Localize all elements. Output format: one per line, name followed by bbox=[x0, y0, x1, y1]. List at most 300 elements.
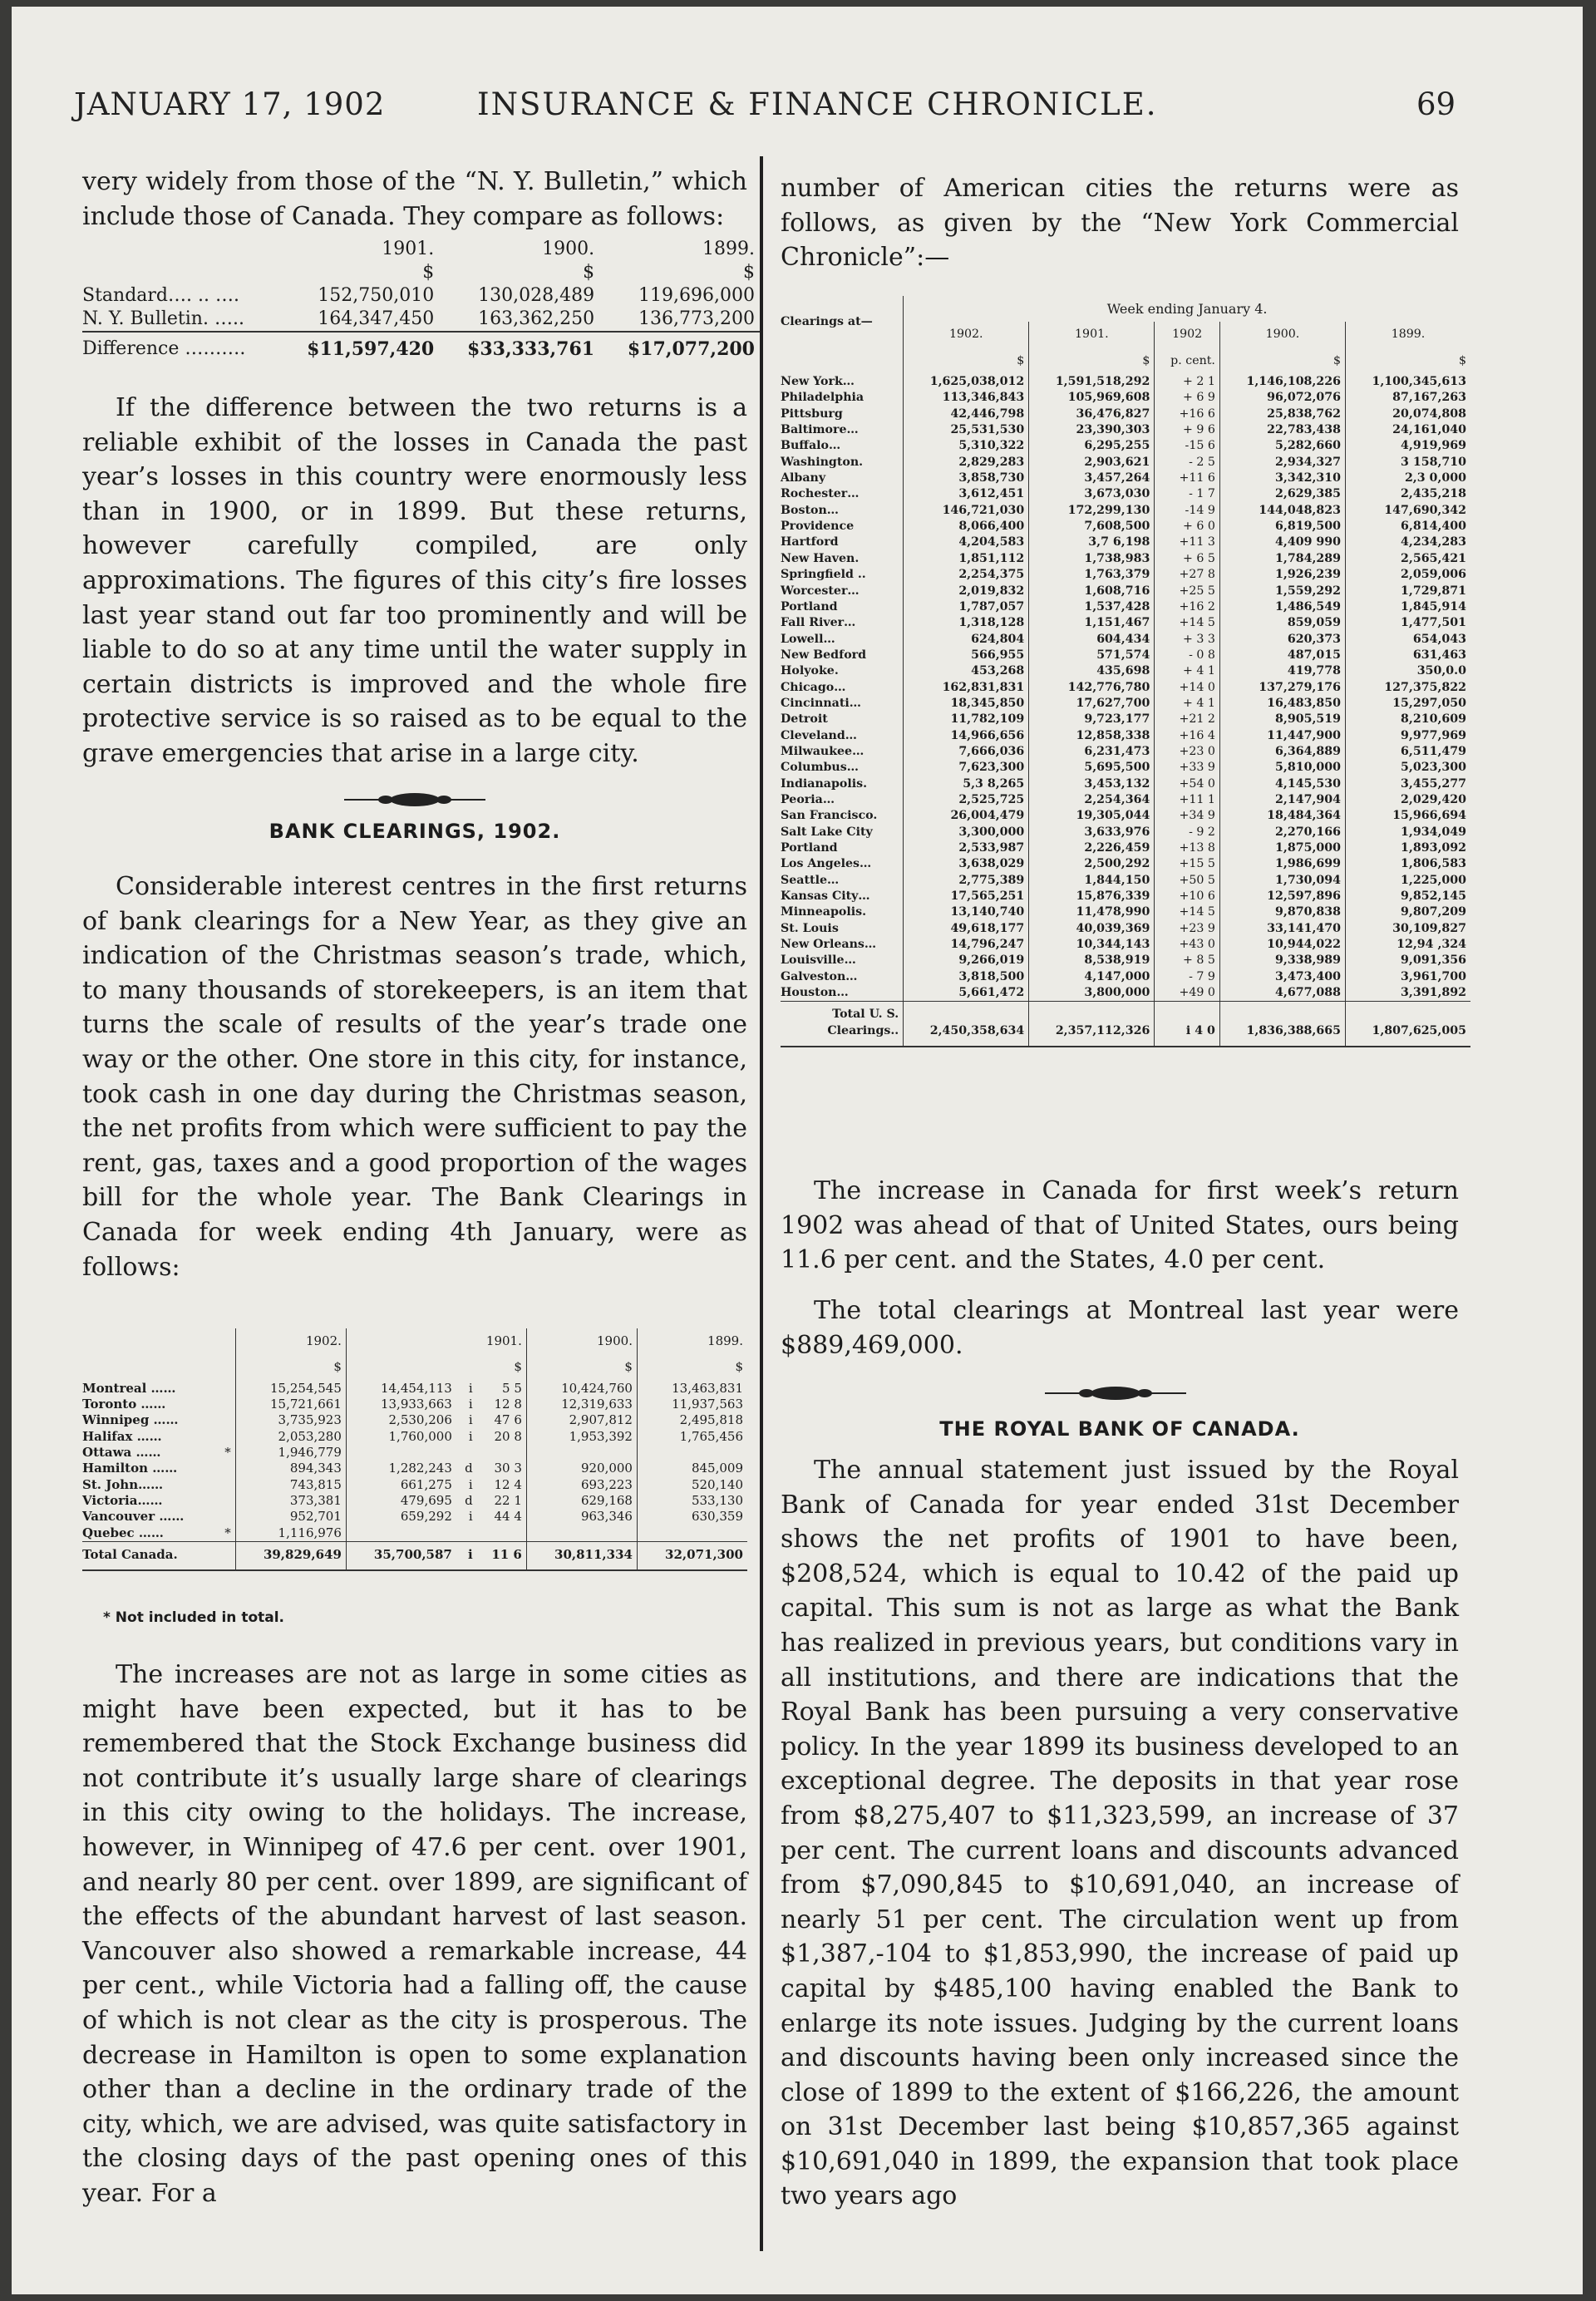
value-cell: 39,829,649 bbox=[235, 1542, 346, 1571]
difference-row bbox=[82, 332, 760, 361]
value-cell: 2,029,420 bbox=[1346, 792, 1471, 808]
change-direction: i bbox=[468, 1509, 473, 1525]
change-percent: + 6 9 bbox=[1155, 390, 1220, 406]
table-row bbox=[781, 744, 1470, 760]
us-clearings-table bbox=[781, 296, 1470, 1047]
city-label: Fall River… bbox=[781, 616, 856, 630]
table-row bbox=[781, 776, 1470, 792]
city-label: Cincinnati… bbox=[781, 696, 861, 710]
value-cell: 629,168 bbox=[526, 1493, 637, 1509]
value-cell: 10,344,143 bbox=[1029, 937, 1155, 953]
value-cell: 2,059,006 bbox=[1346, 567, 1471, 583]
value-cell: 2,530,206 bbox=[346, 1412, 456, 1428]
city-label: New Haven. bbox=[781, 551, 860, 565]
value-cell: 6,231,473 bbox=[1029, 744, 1155, 760]
change-percent: +15 5 bbox=[1155, 856, 1220, 872]
change-percent: -15 6 bbox=[1155, 438, 1220, 454]
excluded-mark bbox=[216, 1477, 235, 1493]
value-cell: 453,268 bbox=[904, 663, 1029, 679]
city-label: Kansas City… bbox=[781, 889, 870, 904]
table-row bbox=[781, 374, 1470, 390]
value-cell: 16,483,850 bbox=[1219, 696, 1345, 712]
change-percent bbox=[477, 1445, 527, 1461]
city-label: Providence bbox=[781, 520, 855, 534]
value-cell: 17,565,251 bbox=[904, 889, 1029, 904]
value-cell: 15,254,545 bbox=[235, 1381, 346, 1397]
value-cell: 2,629,385 bbox=[1219, 486, 1345, 502]
value-cell: 3,453,132 bbox=[1029, 776, 1155, 792]
value-cell: 3,455,277 bbox=[1346, 776, 1471, 792]
section-ornament bbox=[1045, 1384, 1186, 1402]
unit-label: $ bbox=[346, 1354, 526, 1380]
value-cell bbox=[346, 1445, 456, 1461]
value-cell: 3,858,730 bbox=[904, 471, 1029, 486]
city-label: Philadelphia bbox=[781, 391, 864, 405]
change-percent: +23 9 bbox=[1155, 921, 1220, 937]
value-cell: 1,146,108,226 bbox=[1219, 374, 1345, 390]
value-cell: 4,919,969 bbox=[1346, 438, 1471, 454]
value-cell: 4,409 990 bbox=[1219, 535, 1345, 550]
value-cell: 1,591,518,292 bbox=[1029, 374, 1155, 390]
table-row bbox=[781, 937, 1470, 953]
table-row bbox=[781, 953, 1470, 968]
year-header: 1900. bbox=[542, 239, 595, 259]
value-cell: 8,210,609 bbox=[1346, 712, 1471, 727]
unit-label: $ bbox=[1029, 348, 1155, 374]
value-cell: 164,347,450 bbox=[318, 308, 435, 329]
left-paragraph-1: very widely from those of the “N. Y. Bulletin,” which include those of Canada. They compare as follows: bbox=[82, 167, 747, 231]
value-cell: 15,876,339 bbox=[1029, 889, 1155, 904]
change-percent: +13 8 bbox=[1155, 840, 1220, 856]
city-label: San Francisco. bbox=[781, 809, 878, 823]
city-label: Salt Lake City bbox=[781, 825, 873, 839]
table-row bbox=[781, 840, 1470, 856]
table-row bbox=[82, 1493, 747, 1509]
city-label: Quebec …… bbox=[82, 1525, 164, 1540]
value-cell: 19,305,044 bbox=[1029, 808, 1155, 824]
change-percent: +16 2 bbox=[1155, 599, 1220, 615]
value-cell bbox=[637, 1525, 747, 1542]
table-row bbox=[781, 455, 1470, 471]
table-row bbox=[781, 599, 1470, 615]
year-header: 1902. bbox=[904, 322, 1029, 347]
value-cell: 630,359 bbox=[637, 1509, 747, 1525]
table-row bbox=[781, 904, 1470, 920]
value-cell: 350,0.0 bbox=[1346, 663, 1471, 679]
value-cell: 7,623,300 bbox=[904, 760, 1029, 776]
value-cell: 3,300,000 bbox=[904, 825, 1029, 840]
value-cell: 144,048,823 bbox=[1219, 503, 1345, 519]
row-label: Standard…. .. …. bbox=[82, 285, 239, 306]
value-cell: 6,814,400 bbox=[1346, 519, 1471, 535]
value-cell: 18,345,850 bbox=[904, 696, 1029, 712]
city-label: Lowell… bbox=[781, 632, 835, 646]
value-cell: $11,597,420 bbox=[278, 332, 439, 361]
value-cell: 23,390,303 bbox=[1029, 422, 1155, 438]
publication-title: INSURANCE & FINANCE CHRONICLE. bbox=[477, 86, 1158, 122]
value-cell: 9,266,019 bbox=[904, 953, 1029, 968]
value-cell: 1,100,345,613 bbox=[1346, 374, 1471, 390]
value-cell: 894,343 bbox=[235, 1461, 346, 1476]
change-percent: +11 1 bbox=[1155, 792, 1220, 808]
value-cell: 7,608,500 bbox=[1029, 519, 1155, 535]
value-cell: 1,851,112 bbox=[904, 551, 1029, 567]
value-cell: 147,690,342 bbox=[1346, 503, 1471, 519]
value-cell: 9,852,145 bbox=[1346, 889, 1471, 904]
value-cell: 624,804 bbox=[904, 632, 1029, 648]
year-header: 1902 bbox=[1155, 322, 1220, 347]
unit-label: $ bbox=[1219, 348, 1345, 374]
value-cell: 1,625,038,012 bbox=[904, 374, 1029, 390]
change-percent: +43 0 bbox=[1155, 937, 1220, 953]
city-label: Washington. bbox=[781, 455, 864, 469]
value-cell: 15,721,661 bbox=[235, 1397, 346, 1412]
value-cell: 13,933,663 bbox=[346, 1397, 456, 1412]
unit-label: p. cent. bbox=[1155, 348, 1220, 374]
newspaper-page bbox=[12, 7, 1583, 2294]
table-row bbox=[781, 728, 1470, 744]
city-label: Hartford bbox=[781, 535, 839, 549]
table-row bbox=[781, 390, 1470, 406]
year-header: 1899. bbox=[637, 1328, 747, 1354]
value-cell: 9,091,356 bbox=[1346, 953, 1471, 968]
year-header: 1901. bbox=[346, 1328, 526, 1354]
value-cell: 4,145,530 bbox=[1219, 776, 1345, 792]
column-divider bbox=[760, 156, 763, 2251]
value-cell: 5,023,300 bbox=[1346, 760, 1471, 776]
comparison-unit-row bbox=[82, 261, 760, 284]
value-cell: 26,004,479 bbox=[904, 808, 1029, 824]
table-row bbox=[781, 406, 1470, 422]
left-paragraph-2: If the difference between the two returns is a reliable exhibit of the losses in Canada the past year’s losses in this country were enormously less than in 1900, or in 1899. But these returns, however carefully compiled, are only approximations. The figures of this city’s fire losses last year stand out far too prominently and will be liable to do so at any time until the water supply in certain districts is improved and the whole fire protective service is so raised as to be equal to the grave emergencies that arise in a large city. bbox=[82, 393, 747, 768]
value-cell bbox=[637, 1445, 747, 1461]
total-row bbox=[781, 1002, 1470, 1047]
value-cell: 2,495,818 bbox=[637, 1412, 747, 1428]
value-cell: 3,735,923 bbox=[235, 1412, 346, 1428]
value-cell: 631,463 bbox=[1346, 648, 1471, 663]
value-cell: 2,525,725 bbox=[904, 792, 1029, 808]
row-label: Difference ………. bbox=[82, 332, 278, 361]
table-row bbox=[781, 696, 1470, 712]
unit-label: $ bbox=[235, 1354, 346, 1380]
value-cell: 1,486,549 bbox=[1219, 599, 1345, 615]
city-label: New York… bbox=[781, 375, 855, 389]
value-cell: 113,346,843 bbox=[904, 390, 1029, 406]
table-row bbox=[781, 921, 1470, 937]
change-direction: i bbox=[468, 1428, 473, 1444]
value-cell: 36,476,827 bbox=[1029, 406, 1155, 422]
excluded-mark: * bbox=[224, 1445, 231, 1461]
excluded-mark bbox=[216, 1493, 235, 1509]
value-cell: 1,807,625,005 bbox=[1346, 1002, 1471, 1047]
value-cell: 2,053,280 bbox=[235, 1429, 346, 1445]
city-label: Columbus… bbox=[781, 761, 859, 775]
value-cell: 162,831,831 bbox=[904, 680, 1029, 696]
unit-label: $ bbox=[637, 1354, 747, 1380]
table-row bbox=[781, 663, 1470, 679]
year-header: 1900. bbox=[526, 1328, 637, 1354]
table-row bbox=[781, 873, 1470, 889]
change-percent: + 8 5 bbox=[1155, 953, 1220, 968]
value-cell: 49,618,177 bbox=[904, 921, 1029, 937]
table-row bbox=[781, 535, 1470, 550]
value-cell: 22,783,438 bbox=[1219, 422, 1345, 438]
city-label: Cleveland… bbox=[781, 728, 857, 742]
table-row bbox=[82, 1509, 747, 1525]
city-label: Rochester… bbox=[781, 487, 860, 501]
value-cell bbox=[526, 1525, 637, 1542]
value-cell: 8,538,919 bbox=[1029, 953, 1155, 968]
table-row bbox=[781, 471, 1470, 486]
city-label: Portland bbox=[781, 599, 838, 613]
value-cell: 1,926,239 bbox=[1219, 567, 1345, 583]
value-cell: 12,319,633 bbox=[526, 1397, 637, 1412]
city-label: Louisville… bbox=[781, 953, 856, 968]
year-header: 1901. bbox=[382, 239, 435, 259]
city-label: Pittsburg bbox=[781, 406, 843, 421]
value-cell: 2,450,358,634 bbox=[904, 1002, 1029, 1047]
change-percent: - 7 9 bbox=[1155, 969, 1220, 985]
value-cell: 963,346 bbox=[526, 1509, 637, 1525]
value-cell: 5,282,660 bbox=[1219, 438, 1345, 454]
change-percent: +16 6 bbox=[1155, 406, 1220, 422]
excluded-mark bbox=[216, 1397, 235, 1412]
year-header: 1899. bbox=[702, 239, 755, 259]
value-cell: 3,457,264 bbox=[1029, 471, 1155, 486]
value-cell: 6,511,479 bbox=[1346, 744, 1471, 760]
unit-label: $ bbox=[583, 262, 595, 283]
city-label: Minneapolis. bbox=[781, 905, 867, 919]
city-label: Albany bbox=[781, 471, 826, 485]
city-label: Worcester… bbox=[781, 584, 860, 598]
value-cell bbox=[526, 1445, 637, 1461]
value-cell: 13,463,831 bbox=[637, 1381, 747, 1397]
change-percent: - 9 2 bbox=[1155, 825, 1220, 840]
excluded-mark: * bbox=[224, 1525, 231, 1540]
city-label: Indianapolis. bbox=[781, 776, 868, 791]
table-row bbox=[781, 808, 1470, 824]
value-cell: 17,627,700 bbox=[1029, 696, 1155, 712]
value-cell: 2,829,283 bbox=[904, 455, 1029, 471]
change-direction: d bbox=[465, 1461, 473, 1476]
city-label: Portland bbox=[781, 841, 838, 855]
table-row bbox=[82, 1412, 747, 1428]
bulletin-comparison-table bbox=[82, 238, 760, 361]
change-percent: +16 4 bbox=[1155, 728, 1220, 744]
value-cell: 604,434 bbox=[1029, 632, 1155, 648]
change-percent: +11 3 bbox=[1155, 535, 1220, 550]
unit-label: $ bbox=[422, 262, 435, 283]
value-cell: 87,167,263 bbox=[1346, 390, 1471, 406]
value-cell: 1,116,976 bbox=[235, 1525, 346, 1542]
value-cell: 3,633,976 bbox=[1029, 825, 1155, 840]
change-percent: 30 3 bbox=[494, 1461, 522, 1476]
change-percent: 44 4 bbox=[494, 1509, 522, 1525]
value-cell: 2,907,812 bbox=[526, 1412, 637, 1428]
table-row bbox=[781, 567, 1470, 583]
value-cell: 9,807,209 bbox=[1346, 904, 1471, 920]
value-cell: 2,500,292 bbox=[1029, 856, 1155, 872]
table-row bbox=[781, 584, 1470, 599]
value-cell: 35,700,587 bbox=[346, 1542, 456, 1571]
value-cell: 2,270,166 bbox=[1219, 825, 1345, 840]
value-cell: 119,696,000 bbox=[638, 285, 755, 306]
city-label: Montreal …… bbox=[82, 1380, 176, 1396]
value-cell: 3,818,500 bbox=[904, 969, 1029, 985]
value-cell: $17,077,200 bbox=[599, 332, 760, 361]
change-direction: d bbox=[465, 1493, 473, 1509]
change-percent: +33 9 bbox=[1155, 760, 1220, 776]
change-direction: i bbox=[468, 1412, 473, 1428]
value-cell: 743,815 bbox=[235, 1477, 346, 1493]
table-row bbox=[781, 503, 1470, 519]
change-percent: +14 5 bbox=[1155, 615, 1220, 631]
table-row bbox=[781, 680, 1470, 696]
value-cell: 373,381 bbox=[235, 1493, 346, 1509]
value-cell: 15,966,694 bbox=[1346, 808, 1471, 824]
value-cell: 11,937,563 bbox=[637, 1397, 747, 1412]
value-cell: 2,775,389 bbox=[904, 873, 1029, 889]
value-cell: 1,875,000 bbox=[1219, 840, 1345, 856]
change-percent: - 1 7 bbox=[1155, 486, 1220, 502]
table-row bbox=[781, 889, 1470, 904]
right-paragraph-2: The increase in Canada for first week’s return 1902 was ahead of that of United States, ours being 11.6 per cent. and the States, 4.0 per cent. bbox=[781, 1176, 1459, 1275]
value-cell: 7,666,036 bbox=[904, 744, 1029, 760]
city-label: Milwaukee… bbox=[781, 744, 864, 758]
table-row bbox=[781, 856, 1470, 872]
value-cell: 419,778 bbox=[1219, 663, 1345, 679]
total-label bbox=[781, 1002, 904, 1047]
left-paragraph-3: Considerable interest centres in the first returns of bank clearings for a New Year, as they give an indication of the Christmas season’s trade, which, to many thousands of storekeepers, is an item that turns the scale of results of the year’s trade one way or the other. One store in this city, for instance, took cash in one day during the Christmas season, the net profits from which were sufficient to pay the rent, gas, taxes and a good proportion of the wages bill for the whole year. The Bank Clearings in Canada for week ending 4th January, were as follows: bbox=[82, 872, 747, 1282]
change-percent: +50 5 bbox=[1155, 873, 1220, 889]
change-percent: - 0 8 bbox=[1155, 648, 1220, 663]
value-cell: 9,870,838 bbox=[1219, 904, 1345, 920]
value-cell: 30,109,827 bbox=[1346, 921, 1471, 937]
value-cell: 8,905,519 bbox=[1219, 712, 1345, 727]
value-cell: 13,140,740 bbox=[904, 904, 1029, 920]
change-direction: i bbox=[468, 1380, 473, 1396]
year-header: 1901. bbox=[1029, 322, 1155, 347]
excluded-mark bbox=[216, 1381, 235, 1397]
value-cell: 137,279,176 bbox=[1219, 680, 1345, 696]
value-cell: 1,730,094 bbox=[1219, 873, 1345, 889]
value-cell: 2,147,904 bbox=[1219, 792, 1345, 808]
value-cell: 1,784,289 bbox=[1219, 551, 1345, 567]
value-cell: 3,638,029 bbox=[904, 856, 1029, 872]
value-cell: 1,537,428 bbox=[1029, 599, 1155, 615]
page-number: 69 bbox=[1416, 86, 1456, 122]
canada-unit-row bbox=[82, 1354, 747, 1380]
value-cell: 1,806,583 bbox=[1346, 856, 1471, 872]
unit-label: $ bbox=[743, 262, 755, 283]
city-label: Springfield .. bbox=[781, 568, 866, 582]
change-direction: i bbox=[456, 1542, 477, 1571]
value-cell: 2,533,987 bbox=[904, 840, 1029, 856]
total-row bbox=[82, 1542, 747, 1571]
value-cell: 479,695 bbox=[346, 1493, 456, 1509]
value-cell: 6,364,889 bbox=[1219, 744, 1345, 760]
royal-bank-heading: THE ROYAL BANK OF CANADA. bbox=[939, 1417, 1300, 1441]
value-cell: 1,151,467 bbox=[1029, 615, 1155, 631]
value-cell: 5,810,000 bbox=[1219, 760, 1345, 776]
us-unit-row bbox=[781, 348, 1470, 374]
value-cell: 12,858,338 bbox=[1029, 728, 1155, 744]
city-label: Peoria… bbox=[781, 792, 835, 806]
value-cell: 33,141,470 bbox=[1219, 921, 1345, 937]
city-label: Houston… bbox=[781, 986, 849, 1000]
change-percent: - 2 5 bbox=[1155, 455, 1220, 471]
change-percent: + 4 1 bbox=[1155, 696, 1220, 712]
change-percent: +27 8 bbox=[1155, 567, 1220, 583]
value-cell: 1,763,379 bbox=[1029, 567, 1155, 583]
value-cell bbox=[346, 1525, 456, 1542]
value-cell: 1,953,392 bbox=[526, 1429, 637, 1445]
value-cell: 3,961,700 bbox=[1346, 969, 1471, 985]
issue-date: JANUARY 17, 1902 bbox=[74, 86, 386, 122]
change-percent: +11 6 bbox=[1155, 471, 1220, 486]
value-cell: 25,531,530 bbox=[904, 422, 1029, 438]
table-row bbox=[781, 438, 1470, 454]
value-cell: 1,787,057 bbox=[904, 599, 1029, 615]
change-percent: +25 5 bbox=[1155, 584, 1220, 599]
city-label: New Bedford bbox=[781, 648, 867, 662]
value-cell: 12,597,896 bbox=[1219, 889, 1345, 904]
change-percent: 22 1 bbox=[494, 1493, 522, 1509]
change-percent: +21 2 bbox=[1155, 712, 1220, 727]
value-cell: 127,375,822 bbox=[1346, 680, 1471, 696]
value-cell: 2,903,621 bbox=[1029, 455, 1155, 471]
change-percent: +49 0 bbox=[1155, 985, 1220, 1002]
value-cell: 1,477,501 bbox=[1346, 615, 1471, 631]
change-percent: +54 0 bbox=[1155, 776, 1220, 792]
value-cell: 9,977,969 bbox=[1346, 728, 1471, 744]
city-label: Detroit bbox=[781, 712, 828, 727]
value-cell: 105,969,608 bbox=[1029, 390, 1155, 406]
value-cell: 2,226,459 bbox=[1029, 840, 1155, 856]
bank-clearings-heading: BANK CLEARINGS, 1902. bbox=[268, 820, 561, 843]
value-cell: 693,223 bbox=[526, 1477, 637, 1493]
value-cell: 1,318,128 bbox=[904, 615, 1029, 631]
table-row bbox=[82, 1461, 747, 1476]
table-row bbox=[781, 792, 1470, 808]
city-label: Holyoke. bbox=[781, 664, 839, 678]
value-cell: 5,661,472 bbox=[904, 985, 1029, 1002]
clearings-at-label: Clearings at— bbox=[781, 314, 873, 328]
value-cell: 661,275 bbox=[346, 1477, 456, 1493]
value-cell: 2,019,832 bbox=[904, 584, 1029, 599]
city-label: Galveston… bbox=[781, 969, 858, 983]
value-cell: 1,986,699 bbox=[1219, 856, 1345, 872]
value-cell: 4,147,000 bbox=[1029, 969, 1155, 985]
value-cell: 130,028,489 bbox=[478, 285, 595, 306]
value-cell: 6,819,500 bbox=[1219, 519, 1345, 535]
city-label: Hamilton …… bbox=[82, 1461, 178, 1476]
total-label-line: Clearings.. bbox=[827, 1023, 899, 1037]
value-cell: 11,782,109 bbox=[904, 712, 1029, 727]
total-label-line: Total U. S. bbox=[832, 1008, 899, 1022]
value-cell: 1,608,716 bbox=[1029, 584, 1155, 599]
table-row bbox=[82, 1397, 747, 1412]
value-cell: 3,342,310 bbox=[1219, 471, 1345, 486]
change-direction bbox=[456, 1445, 477, 1461]
value-cell: 10,424,760 bbox=[526, 1381, 637, 1397]
row-label: N. Y. Bulletin. ….. bbox=[82, 308, 244, 329]
excluded-mark bbox=[216, 1461, 235, 1476]
value-cell: 952,701 bbox=[235, 1509, 346, 1525]
city-label: St. Louis bbox=[781, 921, 839, 935]
change-direction: i bbox=[468, 1476, 473, 1492]
value-cell: 3,800,000 bbox=[1029, 985, 1155, 1002]
